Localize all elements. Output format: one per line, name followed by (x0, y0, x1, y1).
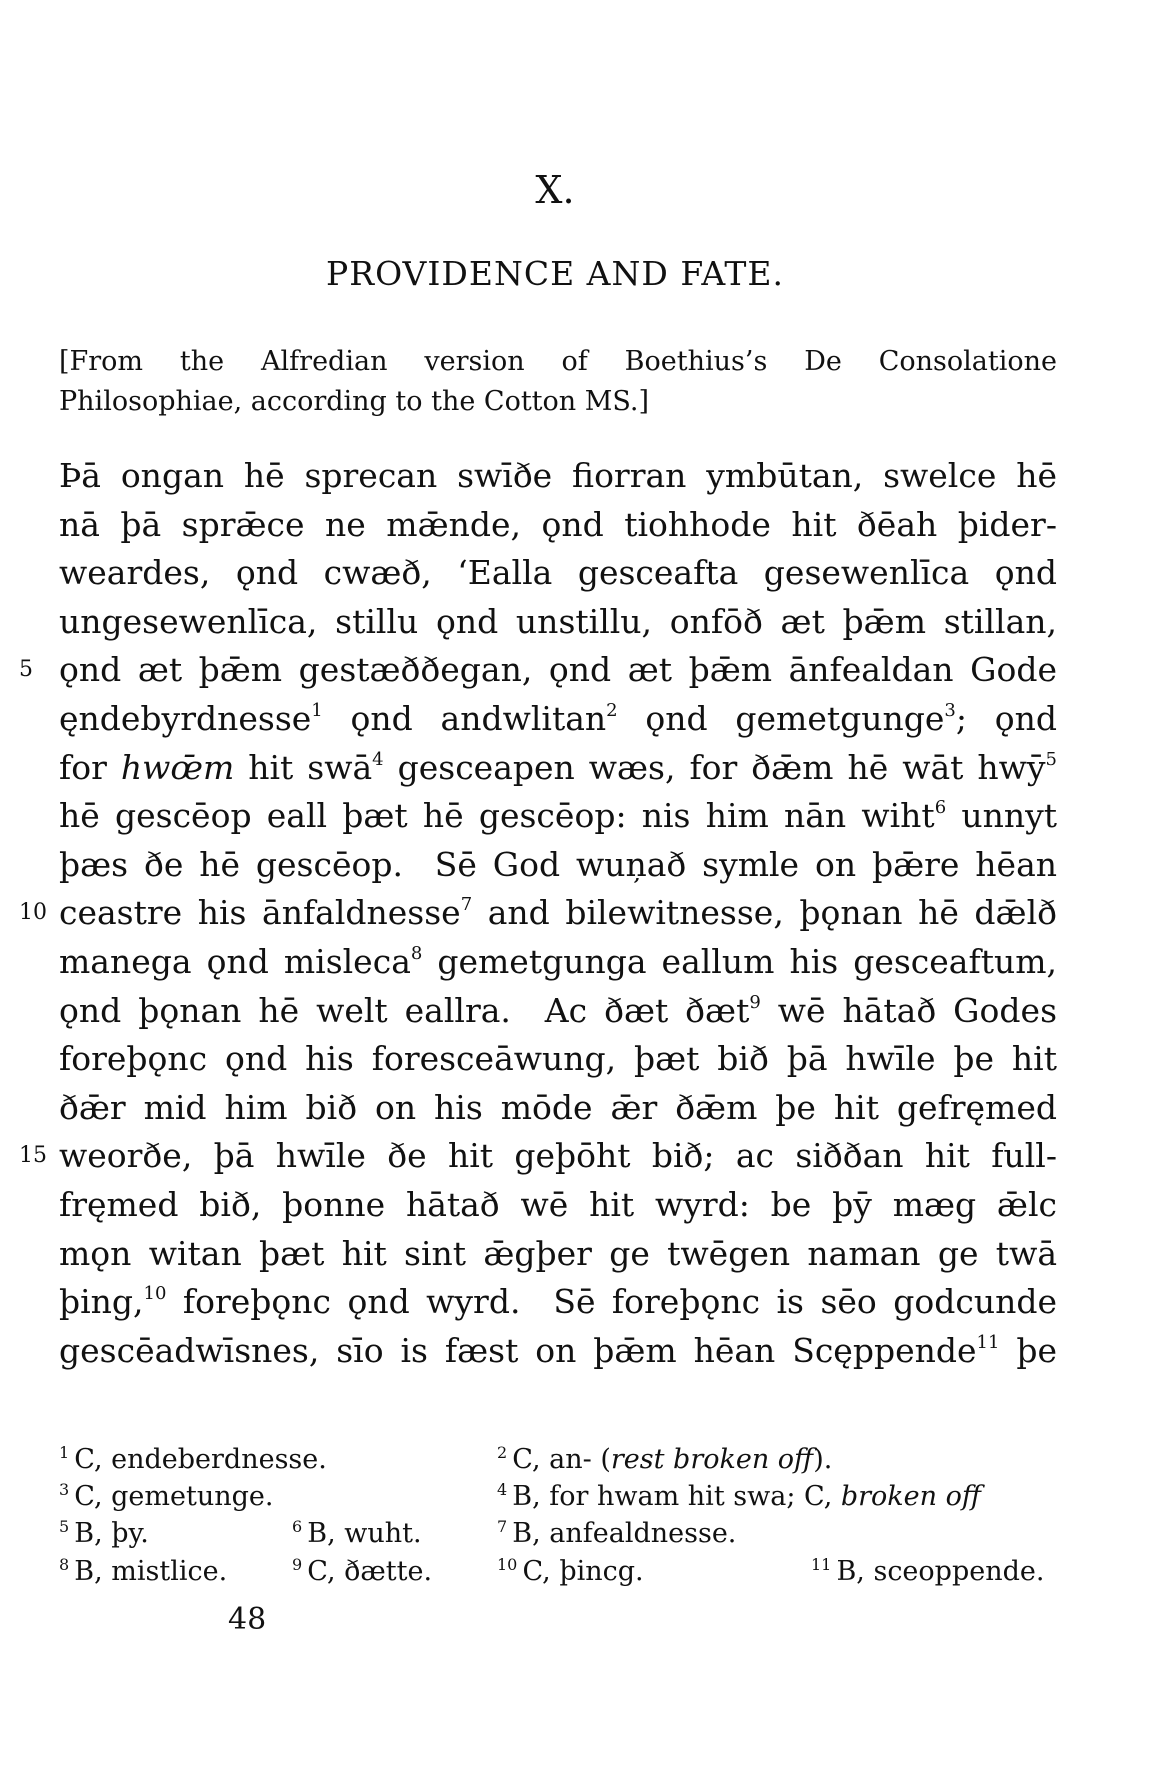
footnote-marker: 9 (749, 991, 761, 1013)
source-note-line-1: [From the Alfredian version of Boethius’s De Consolatione (59, 346, 1057, 377)
text-segment: hē gescēop eall þæt hē gescēop: nis him nān wiht (59, 796, 935, 836)
text-segment: ðǣr mid him bið on his mōde ǣr ðǣm þe hit gefręmed (59, 1087, 1057, 1127)
footnote-number: 8 (59, 1555, 75, 1574)
footnote-marker: 10 (143, 1283, 167, 1305)
text-line (19, 1132, 1057, 1181)
text-line (59, 549, 1057, 598)
text-segment: ; ǫnd (955, 698, 1057, 738)
footnote-italic: rest broken off (610, 1444, 814, 1475)
text-segment: Þā ongan hē sprecan swīðe fiorran ymbūtan, swelce hē (59, 456, 1057, 495)
footnote (292, 1518, 422, 1549)
footnote-number: 5 (59, 1517, 75, 1536)
text-segment: weorðe, þā hwīle ðe hit geþōht bið; ac siððan hit full- (59, 1136, 1057, 1176)
footnote-marker: 1 (311, 699, 323, 721)
text-line (59, 841, 1057, 890)
text-segment: fręmed bið, þonne hātað wē hit wyrd: be þȳ mæg ǣlc (59, 1184, 1057, 1224)
footnote-text: B, wuht. (307, 1518, 422, 1549)
footnote-marker: 8 (410, 942, 423, 964)
text-line (59, 1327, 1057, 1376)
footnote-marker: 4 (372, 748, 384, 770)
footnote-number: 2 (497, 1443, 513, 1462)
text-segment: ungesewenlīca, stillu ǫnd unstillu, onfōð æt þǣm stillan, (59, 601, 1057, 641)
text-line (59, 987, 1057, 1036)
footnote-text: C, ðætte. (307, 1556, 433, 1587)
text-segment: gesceapen wæs, for ðǣm hē wāt hwȳ (383, 747, 1046, 787)
footnote-number: 6 (292, 1517, 308, 1536)
footnote-marker: 11 (976, 1331, 1000, 1353)
text-segment: and bilewitnesse, þǫnan hē dǣlð (472, 893, 1057, 933)
footnote-text: C, þincg. (522, 1556, 644, 1587)
footnote (59, 1444, 327, 1475)
footnote-number: 4 (497, 1480, 513, 1499)
footnote-text: B, sceoppende. (836, 1556, 1045, 1587)
text-line (59, 938, 1057, 987)
footnote-text: B, þy. (74, 1518, 149, 1549)
footnote-text: B, for hwam hit swa; C, (512, 1481, 841, 1512)
text-segment: for (59, 747, 121, 787)
text-line (59, 744, 1057, 793)
text-line (59, 598, 1057, 647)
footnote (497, 1556, 644, 1587)
footnote (497, 1481, 981, 1512)
text-segment: ǫnd gemetgunge (617, 698, 945, 738)
text-segment: þe (999, 1330, 1057, 1370)
footnote-text: C, gemetunge. (74, 1481, 274, 1512)
text-line (59, 501, 1057, 550)
footnote-number: 7 (497, 1517, 513, 1536)
text-segment: mǫn witan þæt hit sint ǣgþer ge twēgen naman ge twā (59, 1233, 1057, 1273)
text-segment: nā þā sprǣce ne mǣnde, ǫnd tiohhode hit ðēah þider- (59, 504, 1057, 544)
text-segment: ǫnd æt þǣm gestæððegan, ǫnd æt þǣm ānfealdan Gode (59, 650, 1057, 690)
text-segment: manega ǫnd misleca (59, 941, 411, 981)
footnote-text: C, an- ( (512, 1444, 611, 1475)
text-segment: ǫnd þǫnan hē welt eallra. Ac ðæt ðæt (59, 990, 750, 1030)
text-line (19, 646, 1057, 695)
footnote-marker: 6 (934, 797, 947, 819)
footnote (59, 1518, 149, 1549)
footnote-text: B, mistlice. (74, 1556, 228, 1587)
line-number: 15 (19, 1143, 47, 1169)
footnote-marker: 2 (606, 699, 618, 721)
footnote (497, 1444, 832, 1475)
footnote-marker: 3 (944, 699, 956, 721)
source-note-line-2: Philosophiae, according to the Cotton MS.] (59, 386, 650, 417)
footnote-text: C, endeberdnesse. (74, 1444, 327, 1475)
line-number: 10 (19, 900, 47, 926)
text-segment: hwœ̄m (120, 747, 235, 787)
footnote-text-end: ). (813, 1444, 833, 1475)
text-line (59, 1278, 1057, 1327)
chapter-number: X. (535, 168, 575, 212)
footnote (59, 1481, 273, 1512)
footnote-number: 1 (59, 1443, 75, 1462)
footnote-number: 10 (497, 1555, 523, 1574)
footnote-marker: 7 (460, 894, 473, 916)
text-segment: hit swā (234, 747, 373, 787)
text-segment: unnyt (946, 796, 1057, 836)
text-line (59, 1084, 1057, 1133)
footnote (811, 1556, 1044, 1587)
footnote-number: 11 (811, 1555, 837, 1574)
text-segment: þing, (59, 1282, 144, 1322)
line-number: 5 (19, 657, 33, 683)
footnote-marker: 5 (1045, 748, 1057, 770)
text-segment: weardes, ǫnd cwæð, ‘Ealla gesceafta gesewenlīca ǫnd (59, 553, 1057, 593)
text-segment: gemetgunga eallum his gesceaftum, (422, 941, 1057, 981)
footnote-number: 9 (292, 1555, 308, 1574)
text-segment: ęndebyrdnesse (59, 698, 312, 738)
text-line (59, 452, 1057, 501)
text-segment: ceastre his ānfaldnesse (59, 893, 461, 933)
text-segment: ǫnd andwlitan (322, 698, 607, 738)
chapter-title: PROVIDENCE AND FATE. (326, 254, 784, 293)
text-segment: foreþǫnc ǫnd his foresceāwung, þæt bið þā hwīle þe hit (59, 1039, 1057, 1079)
page-number: 48 (228, 1602, 267, 1637)
body-text (19, 452, 1058, 1375)
text-segment: gescēadwīsnes, sīo is fæst on þǣm hēan Scęppende (59, 1330, 977, 1370)
text-segment: wē hātað Godes (760, 990, 1058, 1030)
footnote (292, 1556, 432, 1587)
footnote-number: 3 (59, 1480, 75, 1499)
text-segment: foreþǫnc ǫnd wyrd. Sē foreþǫnc is sēo godcunde (166, 1282, 1057, 1322)
text-line (59, 1230, 1057, 1279)
text-line (59, 1181, 1057, 1230)
text-line (59, 792, 1057, 841)
text-line (59, 695, 1057, 744)
footnote (59, 1556, 227, 1587)
text-segment: þæs ðe hē gescēop. Sē God wuņað symle on þǣre hēan (59, 844, 1057, 884)
footnote-italic: broken off (840, 1481, 982, 1512)
text-line (59, 1035, 1057, 1084)
footnote-text: B, anfealdnesse. (512, 1518, 737, 1549)
footnote (497, 1518, 736, 1549)
text-line (19, 889, 1057, 938)
